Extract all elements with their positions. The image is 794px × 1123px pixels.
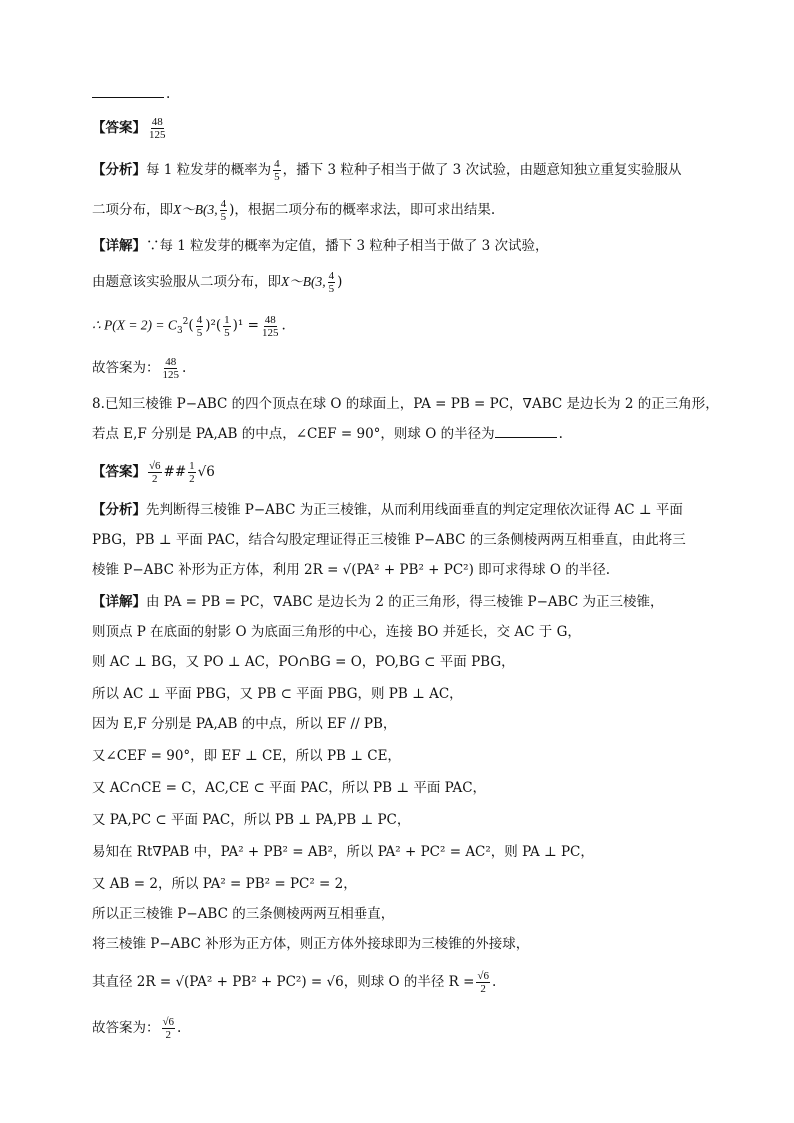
q8-detail-line-10 <box>92 874 724 894</box>
answer-half-fraction <box>188 460 196 485</box>
detail-text: 易知在 Rt∇PAB 中，PA² + PB² = AB²，所以 PA² + PC² = AC²，则 PA ⊥ PC， <box>92 844 594 860</box>
failure-fraction <box>223 314 231 339</box>
q7-analysis-line-1 <box>92 158 724 183</box>
fraction-denominator: 125 <box>261 326 279 339</box>
q8-analysis-line-3 <box>92 560 724 580</box>
fraction-numerator: 1 <box>224 313 230 326</box>
probability-formula: ∴ P(X = 2) = C <box>92 317 177 333</box>
answer-fraction <box>148 116 167 141</box>
analysis-text: PBG，PB ⊥ 平面 PAC，结合勾股定理证得正三棱锥 P−ABC 的三条侧棱两两互相垂直，由此将三 <box>92 532 686 548</box>
q8-detail-line-4 <box>92 684 724 704</box>
fraction-numerator: 4 <box>220 198 227 210</box>
fraction-numerator: 48 <box>264 313 276 326</box>
fraction-denominator: 2 <box>152 473 158 485</box>
detail-text: 又∠CEF = 90°，即 EF ⊥ CE，所以 PB ⊥ CE， <box>92 748 401 764</box>
q8-final-answer <box>92 1016 724 1041</box>
detail-text: 又 PA,PC ⊂ 平面 PAC，所以 PB ⊥ PA,PB ⊥ PC， <box>92 812 411 828</box>
fraction-numerator: 4 <box>196 313 203 326</box>
analysis-text: 每 1 粒发芽的概率为 <box>146 162 272 178</box>
q8-detail-line-7 <box>92 778 724 798</box>
fill-in-blank <box>92 97 164 98</box>
answer-separator: ## <box>163 464 187 480</box>
q7-final-answer <box>92 356 724 381</box>
fraction-numerator: 48 <box>165 356 177 368</box>
q8-analysis-line-2 <box>92 530 724 550</box>
q7-detail-line-3: ∴ $P(X = 2) = C_3^2$( $\frac{4}{5}$ )²( $\frac{1}{5}$ )¹ = $\frac{48}{125}$ . <box>92 313 286 339</box>
radius-fraction <box>476 970 490 995</box>
detail-text: 则顶点 P 在底面的射影 O 为底面三角形的中心，连接 BO 并延长，交 AC 于 G， <box>92 624 581 640</box>
fraction-denominator: 5 <box>224 326 230 339</box>
q7-detail-line-1 <box>92 236 724 256</box>
detail-text: 则 AC ⊥ BG，又 PO ⊥ AC，PO∩BG = O，PO,BG ⊂ 平面 PBG， <box>92 654 515 670</box>
sqrt-six: √6 <box>197 464 215 480</box>
analysis-label: 【分析】 <box>92 162 146 178</box>
analysis-text: 先判断得三棱锥 P−ABC 为正三棱锥，从而利用线面垂直的判定定理依次证得 AC ⊥ 平面 <box>146 502 683 518</box>
fraction-numerator: 4 <box>328 270 335 282</box>
analysis-label: 【分析】 <box>92 502 146 518</box>
probability-fraction <box>273 158 281 183</box>
question-text: 8.已知三棱锥 P−ABC 的四个顶点在球 O 的球面上，PA = PB = PC，∇ABC 是边长为 2 的正三角形， <box>92 396 719 412</box>
closing-paren: ) <box>337 274 343 290</box>
final-label: 故答案为： <box>92 360 160 376</box>
formula-equals: )¹ = <box>232 317 259 334</box>
q7-analysis-line-2 <box>92 198 724 223</box>
q8-detail-line-2 <box>92 622 724 642</box>
q8-stem-line-2 <box>92 424 724 444</box>
success-fraction <box>196 314 204 339</box>
detail-text: 因为 E,F 分别是 PA,AB 的中点，所以 EF // PB， <box>92 716 397 732</box>
analysis-text: 二项分布，即 <box>92 202 173 218</box>
final-fraction <box>162 356 181 381</box>
q8-detail-diameter <box>92 970 724 995</box>
top-answer-blank-line <box>92 84 724 104</box>
fraction-denominator: 5 <box>328 283 335 295</box>
question-text: 若点 E,F 分别是 PA,AB 的中点，∠CEF = 90°，则球 O 的半径为 <box>92 426 495 442</box>
binomial-notation: X～B(3, <box>173 202 218 217</box>
detail-text: 所以 AC ⊥ 平面 PBG，又 PB ⊂ 平面 PBG，则 PB ⊥ AC， <box>92 686 463 702</box>
detail-text: 其直径 2R = √(PA² + PB² + PC²) = √6，则球 O 的半径 R = <box>92 974 475 990</box>
result-fraction <box>261 314 280 339</box>
detail-text: 由题意该实验服从二项分布，即 <box>92 274 281 290</box>
period: . <box>558 426 563 442</box>
period: . <box>166 86 171 102</box>
answer-label: 【答案】 <box>92 464 146 480</box>
fraction-denominator: 125 <box>162 369 179 381</box>
fraction-numerator: √6 <box>149 460 161 472</box>
fraction-numerator: 4 <box>274 158 280 170</box>
q8-detail-line-8 <box>92 810 724 830</box>
formula-paren: ( <box>188 317 194 334</box>
fraction-numerator: √6 <box>162 1016 175 1028</box>
fill-in-blank <box>495 437 557 438</box>
q7-detail-line-2 <box>92 270 724 295</box>
fraction-denominator: 2 <box>480 983 486 995</box>
fraction-numerator: √6 <box>477 970 489 982</box>
probability-fraction <box>328 270 336 295</box>
q8-detail-line-9 <box>92 842 724 862</box>
fraction-numerator: 48 <box>151 116 163 128</box>
final-label: 故答案为： <box>92 1020 160 1036</box>
detail-text: ∵每 1 粒发芽的概率为定值，播下 3 粒种子相当于做了 3 次试验， <box>146 238 549 254</box>
detail-text: 又 AC∩CE = C，AC,CE ⊂ 平面 PAC，所以 PB ⊥ 平面 PAC， <box>92 780 487 796</box>
fraction-numerator: 1 <box>189 460 195 472</box>
q8-detail-line-12 <box>92 934 724 954</box>
fraction-denominator: 2 <box>189 473 195 485</box>
detail-text: 将三棱锥 P−ABC 补形为正方体，则正方体外接球即为三棱锥的外接球， <box>92 936 530 952</box>
detail-text: 由 PA = PB = PC，∇ABC 是边长为 2 的正三角形，得三棱锥 P−ABC 为正三棱锥， <box>146 594 664 610</box>
q8-detail-line-1 <box>92 592 724 612</box>
analysis-text: 棱锥 P−ABC 补形为正方体，利用 2R = √(PA² + PB² + PC²) 即可求得球 O 的半径. <box>92 562 611 578</box>
fraction-denominator: 5 <box>274 171 280 183</box>
answer-fraction <box>148 460 162 485</box>
q8-detail-line-11 <box>92 904 724 924</box>
detail-text: 又 AB = 2，所以 PA² = PB² = PC² = 2， <box>92 876 357 892</box>
binomial-notation: X～B(3, <box>281 274 326 289</box>
period: . <box>182 360 187 376</box>
analysis-text: ，播下 3 粒种子相当于做了 3 次试验，由题意知独立重复实验服从 <box>282 162 682 178</box>
detail-text: 所以正三棱锥 P−ABC 的三条侧棱两两互相垂直， <box>92 906 395 922</box>
period: . <box>177 1020 182 1036</box>
fraction-denominator: 2 <box>165 1029 172 1041</box>
combination-subscript: 3 <box>176 326 183 337</box>
period: . <box>491 974 497 990</box>
analysis-text: )，根据二项分布的概率求法，即可求出结果. <box>229 202 496 218</box>
final-fraction <box>162 1016 176 1041</box>
probability-fraction <box>220 198 228 223</box>
combination-superscript: 2 <box>182 317 189 327</box>
fraction-denominator: 5 <box>196 326 203 339</box>
q8-answer <box>92 460 724 485</box>
answer-label: 【答案】 <box>92 120 146 136</box>
formula-exponent: )²( <box>205 317 222 334</box>
q7-answer <box>92 116 724 141</box>
detail-label: 【详解】 <box>92 238 146 254</box>
q8-detail-line-5 <box>92 714 724 734</box>
fraction-denominator: 125 <box>149 129 166 141</box>
q8-detail-line-3 <box>92 652 724 672</box>
q8-stem-line-1 <box>92 394 724 414</box>
q8-detail-line-6 <box>92 746 724 766</box>
q8-analysis-line-1 <box>92 500 724 520</box>
fraction-denominator: 5 <box>220 211 227 223</box>
detail-label: 【详解】 <box>92 594 146 610</box>
